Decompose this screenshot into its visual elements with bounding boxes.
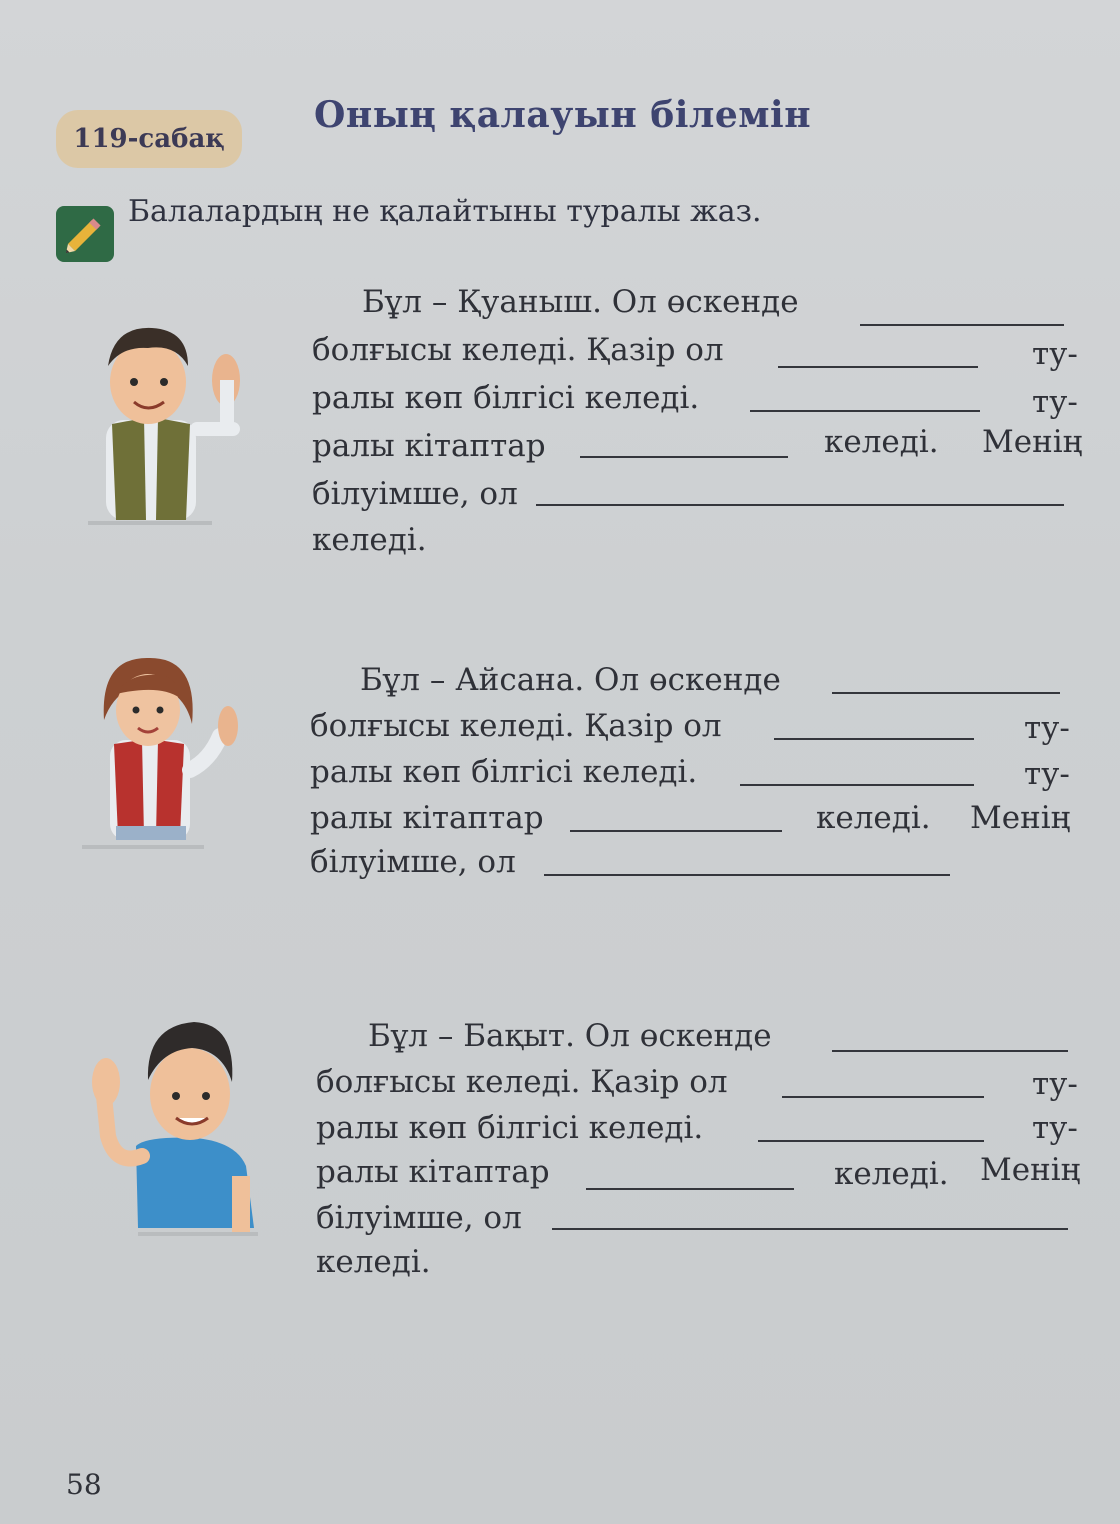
text-line: келеді. bbox=[816, 800, 931, 836]
text-line: Менің bbox=[982, 424, 1083, 460]
answer-blank[interactable] bbox=[570, 830, 782, 832]
text-line: болғысы келеді. Қазір ол bbox=[312, 332, 724, 368]
answer-blank[interactable] bbox=[580, 456, 788, 458]
floor-shadow bbox=[82, 845, 204, 849]
text-line: Менің bbox=[980, 1152, 1081, 1188]
boy-blue-shirt-waving-icon bbox=[86, 1016, 266, 1240]
text-line: білуімше, ол bbox=[312, 476, 518, 512]
answer-blank[interactable] bbox=[740, 784, 974, 786]
boy-waving-icon bbox=[86, 320, 246, 529]
answer-blank[interactable] bbox=[832, 1050, 1068, 1052]
task-instruction: Балалардың не қалайтыны туралы жаз. bbox=[128, 194, 762, 229]
text-line: ту- bbox=[1032, 1110, 1078, 1146]
text-line: ту- bbox=[1032, 384, 1078, 420]
answer-blank[interactable] bbox=[758, 1140, 984, 1142]
text-line: Менің bbox=[970, 800, 1071, 836]
answer-blank[interactable] bbox=[774, 738, 974, 740]
text-line: білуімше, ол bbox=[316, 1200, 522, 1236]
text-line: келеді. bbox=[834, 1156, 949, 1192]
text-line: ту- bbox=[1024, 710, 1070, 746]
answer-blank[interactable] bbox=[750, 410, 980, 412]
page-number: 58 bbox=[66, 1468, 102, 1501]
text-line: ту- bbox=[1032, 336, 1078, 372]
text-line: келеді. bbox=[316, 1244, 431, 1280]
text-line: келеді. bbox=[312, 522, 427, 558]
text-line: ралы кітаптар bbox=[310, 800, 544, 836]
floor-shadow bbox=[138, 1232, 258, 1236]
text-line: ралы көп білгісі келеді. bbox=[312, 380, 700, 416]
girl-waving-icon bbox=[80, 650, 250, 854]
text-line: ралы көп білгісі келеді. bbox=[316, 1110, 704, 1146]
answer-blank[interactable] bbox=[832, 692, 1060, 694]
lesson-badge: 119-сабақ bbox=[56, 110, 242, 168]
answer-blank[interactable] bbox=[536, 504, 1064, 506]
text-line: Бұл – Қуаныш. Ол өскенде bbox=[362, 284, 799, 320]
text-line: ту- bbox=[1024, 756, 1070, 792]
text-line: Бұл – Бақыт. Ол өскенде bbox=[368, 1018, 772, 1054]
pencil-icon bbox=[56, 206, 114, 262]
text-line: білуімше, ол bbox=[310, 844, 516, 880]
text-line: болғысы келеді. Қазір ол bbox=[316, 1064, 728, 1100]
answer-blank[interactable] bbox=[552, 1228, 1068, 1230]
answer-blank[interactable] bbox=[782, 1096, 984, 1098]
text-line: ралы кітаптар bbox=[316, 1154, 550, 1190]
answer-blank[interactable] bbox=[586, 1188, 794, 1190]
page-title: Оның қалауын білемін bbox=[314, 94, 812, 136]
text-line: ралы көп білгісі келеді. bbox=[310, 754, 698, 790]
text-line: Бұл – Айсана. Ол өскенде bbox=[360, 662, 781, 698]
answer-blank[interactable] bbox=[860, 324, 1064, 326]
floor-shadow bbox=[88, 521, 212, 525]
answer-blank[interactable] bbox=[544, 874, 950, 876]
text-line: болғысы келеді. Қазір ол bbox=[310, 708, 722, 744]
text-line: ралы кітаптар bbox=[312, 428, 546, 464]
text-line: ту- bbox=[1032, 1066, 1078, 1102]
answer-blank[interactable] bbox=[778, 366, 978, 368]
text-line: келеді. bbox=[824, 424, 939, 460]
